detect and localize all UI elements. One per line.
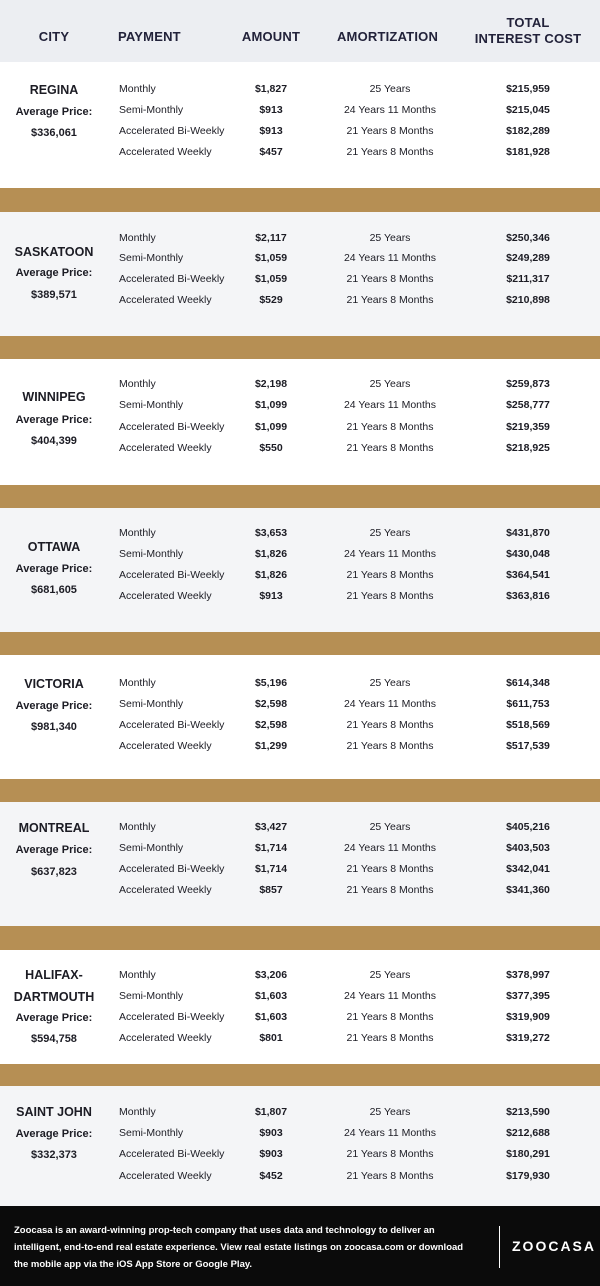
amortization-period: 24 Years 11 Months bbox=[343, 399, 437, 411]
total-interest-cost: $364,541 bbox=[506, 569, 550, 581]
total-interest-cost: $611,753 bbox=[506, 698, 550, 710]
payment-amount: $1,099 bbox=[254, 399, 288, 411]
payment-amount: $1,603 bbox=[254, 1011, 288, 1023]
separator-band bbox=[0, 188, 600, 212]
payment-type: Semi-Monthly bbox=[119, 104, 184, 116]
payment-amount: $457 bbox=[259, 146, 283, 158]
total-interest-cost: $180,291 bbox=[506, 1148, 550, 1160]
payment-type: Accelerated Bi-Weekly bbox=[119, 1011, 225, 1023]
average-price-label: Average Price: bbox=[15, 563, 93, 575]
amortization-period: 24 Years 11 Months bbox=[343, 548, 437, 560]
amortization-period: 25 Years bbox=[369, 83, 411, 95]
amortization-period: 21 Years 8 Months bbox=[346, 421, 434, 433]
total-interest-cost: $258,777 bbox=[506, 399, 550, 411]
payment-amount: $1,714 bbox=[254, 863, 288, 875]
total-interest-cost: $259,873 bbox=[506, 378, 550, 390]
payment-amount: $913 bbox=[259, 104, 283, 116]
total-interest-cost: $319,909 bbox=[506, 1011, 550, 1023]
total-interest-cost: $377,395 bbox=[506, 990, 550, 1002]
payment-type: Accelerated Bi-Weekly bbox=[119, 1148, 225, 1160]
total-interest-cost: $213,590 bbox=[506, 1106, 550, 1118]
average-price-value: $332,373 bbox=[31, 1149, 77, 1161]
payment-type: Semi-Monthly bbox=[119, 990, 184, 1002]
average-price-value: $681,605 bbox=[31, 584, 77, 596]
amortization-period: 24 Years 11 Months bbox=[343, 1127, 437, 1139]
amortization-period: 21 Years 8 Months bbox=[346, 863, 434, 875]
payment-type: Accelerated Bi-Weekly bbox=[119, 421, 225, 433]
payment-type: Accelerated Weekly bbox=[119, 442, 212, 454]
header-payment: PAYMENT bbox=[118, 29, 181, 44]
total-interest-cost: $215,959 bbox=[506, 83, 550, 95]
average-price-label: Average Price: bbox=[15, 414, 93, 426]
footer bbox=[0, 1206, 600, 1286]
payment-amount: $1,826 bbox=[254, 548, 288, 560]
average-price-value: $389,571 bbox=[31, 289, 77, 301]
payment-amount: $913 bbox=[259, 125, 283, 137]
payment-type: Accelerated Weekly bbox=[119, 590, 212, 602]
total-interest-cost: $341,360 bbox=[506, 884, 550, 896]
amortization-period: 24 Years 11 Months bbox=[343, 842, 437, 854]
separator-band bbox=[0, 485, 600, 508]
payment-amount: $2,117 bbox=[255, 232, 287, 244]
amortization-period: 25 Years bbox=[369, 821, 411, 833]
header-total-interest bbox=[472, 15, 584, 47]
amortization-period: 21 Years 8 Months bbox=[346, 1170, 434, 1182]
payment-type: Monthly bbox=[119, 821, 156, 833]
city-name: HALIFAX- bbox=[25, 968, 83, 982]
total-interest-cost: $614,348 bbox=[506, 677, 550, 689]
amortization-period: 24 Years 11 Months bbox=[343, 252, 437, 264]
payment-type: Monthly bbox=[119, 83, 156, 95]
separator-band bbox=[0, 926, 600, 950]
footer-divider bbox=[499, 1226, 500, 1268]
amortization-period: 21 Years 8 Months bbox=[346, 590, 434, 602]
total-interest-cost: $181,928 bbox=[506, 146, 550, 158]
average-price-value: $594,758 bbox=[31, 1033, 77, 1045]
payment-type: Semi-Monthly bbox=[119, 842, 184, 854]
average-price-label: Average Price: bbox=[15, 844, 93, 856]
amortization-period: 24 Years 11 Months bbox=[343, 990, 437, 1002]
amortization-period: 21 Years 8 Months bbox=[346, 719, 434, 731]
total-interest-cost: $250,346 bbox=[506, 232, 550, 244]
payment-type: Accelerated Weekly bbox=[119, 1170, 212, 1182]
average-price-value: $981,340 bbox=[31, 721, 77, 733]
average-price-value: $404,399 bbox=[31, 435, 77, 447]
city-name: REGINA bbox=[29, 83, 79, 97]
total-interest-cost: $342,041 bbox=[506, 863, 550, 875]
payment-amount: $3,653 bbox=[254, 527, 288, 539]
total-interest-cost: $211,317 bbox=[506, 273, 550, 285]
payment-type: Accelerated Bi-Weekly bbox=[119, 719, 225, 731]
payment-type: Semi-Monthly bbox=[119, 698, 184, 710]
header-city: CITY bbox=[38, 29, 70, 44]
payment-type: Monthly bbox=[119, 1106, 156, 1118]
amortization-period: 25 Years bbox=[369, 969, 411, 981]
amortization-period: 25 Years bbox=[369, 1106, 411, 1118]
city-name: MONTREAL bbox=[18, 821, 90, 835]
amortization-period: 21 Years 8 Months bbox=[346, 1032, 434, 1044]
payment-amount: $857 bbox=[259, 884, 283, 896]
total-interest-cost: $249,289 bbox=[506, 252, 550, 264]
payment-amount: $1,807 bbox=[254, 1106, 288, 1118]
payment-type: Accelerated Bi-Weekly bbox=[119, 569, 225, 581]
average-price-label: Average Price: bbox=[15, 267, 93, 279]
amortization-period: 21 Years 8 Months bbox=[346, 740, 434, 752]
payment-amount: $1,059 bbox=[254, 252, 288, 264]
payment-type: Accelerated Bi-Weekly bbox=[119, 125, 225, 137]
separator-band bbox=[0, 1064, 600, 1086]
total-interest-cost: $518,569 bbox=[506, 719, 550, 731]
payment-amount: $2,198 bbox=[254, 378, 288, 390]
payment-amount: $550 bbox=[259, 442, 283, 454]
payment-type: Accelerated Weekly bbox=[119, 1032, 212, 1044]
payment-amount: $903 bbox=[259, 1127, 283, 1139]
payment-amount: $5,196 bbox=[254, 677, 288, 689]
total-interest-cost: $431,870 bbox=[506, 527, 550, 539]
payment-amount: $2,598 bbox=[254, 698, 288, 710]
payment-amount: $1,059 bbox=[254, 273, 288, 285]
payment-amount: $1,827 bbox=[254, 83, 288, 95]
separator-band bbox=[0, 779, 600, 802]
payment-type: Monthly bbox=[119, 677, 156, 689]
payment-amount: $801 bbox=[259, 1032, 283, 1044]
total-interest-cost: $378,997 bbox=[506, 969, 550, 981]
city-name: WINNIPEG bbox=[22, 390, 86, 404]
payment-type: Accelerated Weekly bbox=[119, 146, 212, 158]
city-name: DARTMOUTH bbox=[13, 990, 95, 1004]
separator-band bbox=[0, 336, 600, 359]
payment-type: Semi-Monthly bbox=[119, 548, 184, 560]
amortization-period: 24 Years 11 Months bbox=[343, 698, 437, 710]
payment-amount: $452 bbox=[259, 1170, 283, 1182]
amortization-period: 21 Years 8 Months bbox=[346, 1148, 434, 1160]
amortization-period: 21 Years 8 Months bbox=[346, 884, 434, 896]
payment-amount: $3,206 bbox=[254, 969, 288, 981]
average-price-label: Average Price: bbox=[15, 700, 93, 712]
amortization-period: 25 Years bbox=[369, 527, 411, 539]
total-interest-cost: $212,688 bbox=[506, 1127, 550, 1139]
amortization-period: 21 Years 8 Months bbox=[346, 294, 434, 306]
footer-text: Zoocasa is an award-winning prop-tech company that uses data and technology to deliver an intelligent, end-to-end real estate experience. View real estate listings on zoocasa.com or download the mobile app via the iOS App Store or Google Play. bbox=[14, 1225, 464, 1270]
total-interest-cost: $517,539 bbox=[506, 740, 550, 752]
header-amount: AMOUNT bbox=[241, 29, 301, 44]
amortization-period: 24 Years 11 Months bbox=[343, 104, 437, 116]
amortization-period: 21 Years 8 Months bbox=[346, 569, 434, 581]
amortization-period: 21 Years 8 Months bbox=[346, 125, 434, 137]
payment-type: Semi-Monthly bbox=[119, 399, 184, 411]
amortization-period: 21 Years 8 Months bbox=[346, 1011, 434, 1023]
total-interest-cost: $218,925 bbox=[506, 442, 550, 454]
city-name: SASKATOON bbox=[14, 245, 94, 259]
total-interest-cost: $430,048 bbox=[506, 548, 550, 560]
payment-type: Monthly bbox=[119, 378, 156, 390]
payment-type: Semi-Monthly bbox=[119, 1127, 184, 1139]
amortization-period: 21 Years 8 Months bbox=[346, 273, 434, 285]
payment-type: Monthly bbox=[119, 527, 156, 539]
header-total-line2: INTEREST COST bbox=[474, 31, 582, 46]
payment-amount: $3,427 bbox=[254, 821, 288, 833]
average-price-label: Average Price: bbox=[15, 106, 93, 118]
total-interest-cost: $182,289 bbox=[506, 125, 550, 137]
table-header bbox=[0, 0, 600, 62]
amortization-period: 25 Years bbox=[369, 378, 411, 390]
total-interest-cost: $179,930 bbox=[506, 1170, 550, 1182]
city-name: SAINT JOHN bbox=[16, 1105, 92, 1119]
total-interest-cost: $405,216 bbox=[506, 821, 550, 833]
amortization-period: 25 Years bbox=[369, 677, 411, 689]
city-name: VICTORIA bbox=[24, 677, 84, 691]
city-name: OTTAWA bbox=[27, 540, 81, 554]
total-interest-cost: $219,359 bbox=[506, 421, 550, 433]
amortization-period: 25 Years bbox=[369, 232, 411, 244]
average-price-value: $336,061 bbox=[31, 127, 77, 139]
payment-amount: $1,714 bbox=[254, 842, 288, 854]
payment-type: Semi-Monthly bbox=[119, 252, 184, 264]
header-amortization: AMORTIZATION bbox=[336, 29, 439, 44]
payment-type: Accelerated Weekly bbox=[119, 294, 212, 306]
average-price-label: Average Price: bbox=[15, 1128, 93, 1140]
payment-type: Accelerated Weekly bbox=[119, 740, 212, 752]
payment-type: Accelerated Bi-Weekly bbox=[119, 273, 225, 285]
payment-amount: $903 bbox=[259, 1148, 283, 1160]
total-interest-cost: $363,816 bbox=[506, 590, 550, 602]
header-total-line1: TOTAL bbox=[506, 15, 550, 30]
average-price-value: $637,823 bbox=[31, 866, 77, 878]
amortization-period: 21 Years 8 Months bbox=[346, 146, 434, 158]
payment-type: Monthly bbox=[119, 232, 156, 244]
payment-amount: $1,826 bbox=[254, 569, 288, 581]
payment-amount: $529 bbox=[259, 294, 283, 306]
amortization-period: 21 Years 8 Months bbox=[346, 442, 434, 454]
total-interest-cost: $215,045 bbox=[506, 104, 550, 116]
payment-amount: $1,299 bbox=[254, 740, 288, 752]
payment-amount: $2,598 bbox=[254, 719, 288, 731]
total-interest-cost: $403,503 bbox=[506, 842, 550, 854]
payment-type: Monthly bbox=[119, 969, 156, 981]
total-interest-cost: $210,898 bbox=[506, 294, 550, 306]
separator-band bbox=[0, 632, 600, 655]
payment-type: Accelerated Weekly bbox=[119, 884, 212, 896]
payment-amount: $1,099 bbox=[254, 421, 288, 433]
payment-type: Accelerated Bi-Weekly bbox=[119, 863, 225, 875]
total-interest-cost: $319,272 bbox=[506, 1032, 550, 1044]
average-price-label: Average Price: bbox=[15, 1012, 93, 1024]
payment-amount: $913 bbox=[259, 590, 283, 602]
payment-amount: $1,603 bbox=[254, 990, 288, 1002]
zoocasa-logo: ZOOCASA bbox=[512, 1238, 596, 1254]
